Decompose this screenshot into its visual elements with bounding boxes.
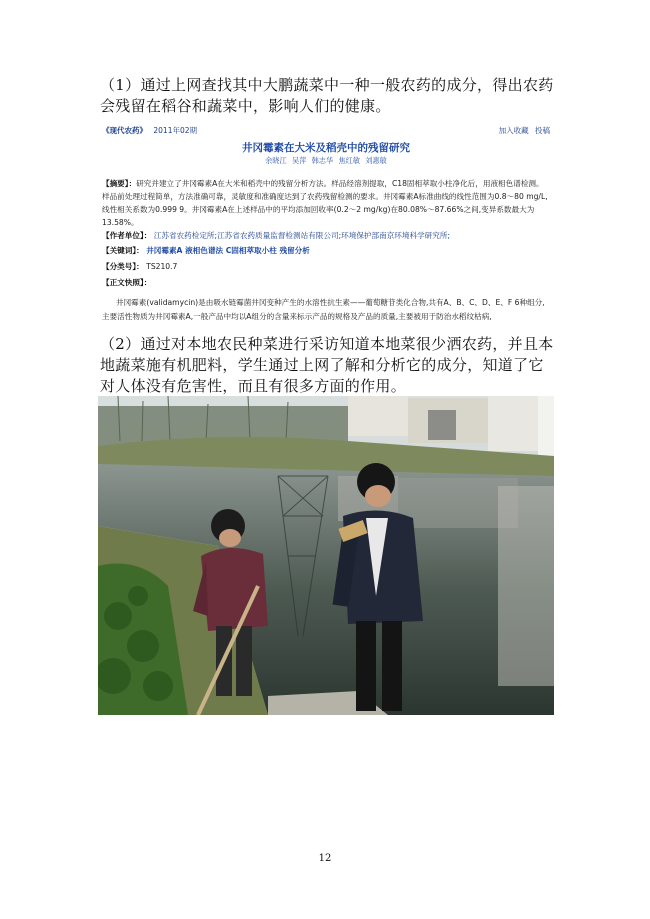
article-actions [495, 125, 550, 136]
add-favorite-link[interactable]: 加入收藏 [498, 126, 529, 135]
article-title: 井冈霉素在大米及稻壳中的残留研究 [242, 142, 410, 154]
fulltext-snippet: 井冈霉素(validamycin)是由吸水链霉菌井冈变种产生的水溶性抗生素——葡萄糖苷类化合物,共有A、B、C、D、E、F 6种组分,主要活性物质为井冈霉素A,一般产品中均以A组分的含量来标示产品的规格及产品的质量,主要被用于防治水稻纹枯病, [102, 298, 545, 321]
journal-name[interactable]: 《现代农药》 [102, 126, 147, 135]
author-unit-row [102, 229, 550, 242]
class-number: TS210.7 [146, 262, 178, 271]
fulltext-row [102, 276, 550, 289]
abstract [102, 177, 550, 229]
paragraph-2: （2）通过对本地农民种菜进行采访知道本地菜很少洒农药，并且本地蔬菜施有机肥料，学生通过上网了解和分析它的成分，知道了它对人体没有危害性，而且有很多方面的作用。 [100, 335, 554, 395]
class-row [102, 260, 550, 273]
article-screenshot [98, 122, 554, 324]
author-unit-label: 【作者单位】： [102, 231, 152, 240]
keywords[interactable]: 井冈霉素A 液相色谱法 C固相萃取小柱 残留分析 [146, 246, 310, 255]
author-unit[interactable]: 江苏省农药检定所;江苏省农药质量监督检测站有限公司;环境保护部南京环境科学研究所; [153, 231, 451, 240]
journal-issue[interactable]: 2011年02期 [153, 126, 198, 135]
keywords-label: 【关键词】： [102, 246, 144, 255]
fulltext-label: 【正文快照】： [102, 278, 152, 287]
abstract-text: 研究并建立了井冈霉素A在大米和稻壳中的残留分析方法。样品经溶剂提取，C18固相萃取小柱净化后，用液相色谱检测。样品前处理过程简单，方法准确可靠，灵敏度和准确度达到了农药残留检测的要求。井冈霉素A标准曲线的线性范围为0.8～80 mg/L,线性相关系数为0.999 9。井冈霉素A在上述样品中的平均添加回收率(0.2～2 mg/kg)在80.08%～87.66%之间,变异系数最大为13.58%。 [102, 179, 548, 227]
abstract-label: 【摘要】： [102, 179, 137, 188]
paragraph-1: （1）通过上网查找其中大鹏蔬菜中一种一般农药的成分，得出农药会残留在稻谷和蔬菜中，影响人们的健康。 [100, 76, 554, 115]
submit-link[interactable]: 投稿 [535, 126, 550, 135]
article-authors[interactable]: 余晓江 吴萍 韩志华 焦红敏 刘惠敏 [265, 156, 387, 165]
page-number: 12 [318, 853, 332, 864]
keywords-row [102, 244, 550, 257]
field-photo [98, 396, 554, 715]
journal-source [102, 125, 197, 136]
photo-illustration [98, 396, 554, 715]
class-label: 【分类号】： [102, 262, 144, 271]
